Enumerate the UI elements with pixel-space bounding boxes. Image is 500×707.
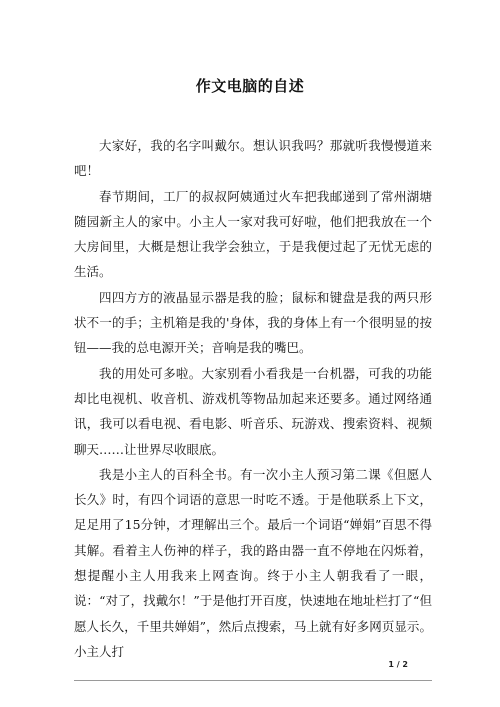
page-number: 1 / 2 — [388, 660, 408, 669]
document-body — [74, 133, 432, 664]
footer-divider — [74, 680, 432, 681]
document-title: 作文电脑的自述 — [195, 77, 305, 95]
paragraph-4: 我的用处可多啦。大家别看小看我是一台机器，可我的功能却比电视机、收音机、游戏机等物品加起来还要多。通过网络通讯，我可以看电视、看电影、听音乐、玩游戏、搜索资料、视频聊天……让世界尽收眼底。 — [74, 365, 432, 457]
paragraph-2: 春节期间，工厂的叔叔阿姨通过火车把我邮递到了常州湖塘随园新主人的家中。小主人一家对我可好啦，他们把我放在一个大房间里，大概是想让我学会独立，于是我便过起了无忧无虑的生活。 — [74, 188, 432, 280]
paragraph-1: 大家好，我的名字叫戴尔。想认识我吗？那就听我慢慢道来吧！ — [74, 138, 432, 179]
paragraph-5: 我是小主人的百科全书。有一次小主人预习第二课《但愿人长久》时，有四个词语的意思一时吃不透。于是他联系上下文，足足用了15分钟，才理解出三个。最后一个词语“婵娟”百思不得其解。看着主人伤神的样子，我的路由器一直不停地在闪烁着，想提醒小主人用我来上网查询。终于小主人朝我看了一眼，说：“对了，找戴尔！”于是他打开百度，快速地在地址栏打了“但愿人长久，千里共婵娟”，然后点搜索，马上就有好多网页显示。小主人打 — [74, 466, 432, 659]
paragraph-3: 四四方方的液晶显示器是我的脸；鼠标和键盘是我的两只形状不一的手；主机箱是我的'身体，我的身体上有一个很明显的按钮——我的总电源开关；音响是我的嘴巴。 — [74, 289, 432, 356]
